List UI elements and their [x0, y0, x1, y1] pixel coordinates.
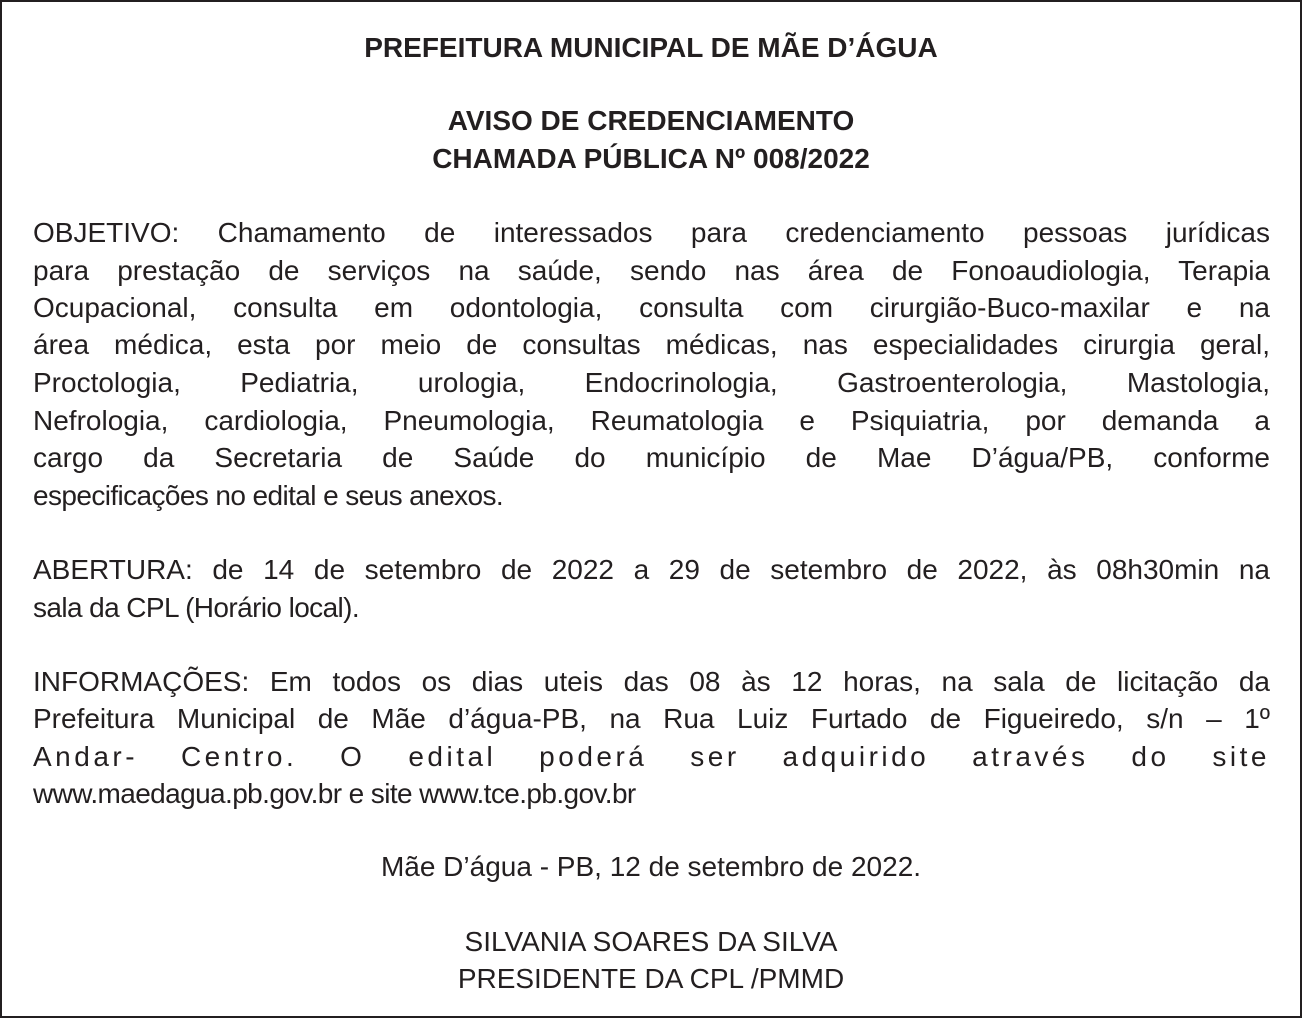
informacoes-line: Prefeitura Municipal de Mãe d’água-PB, na Rua Luiz Furtado de Figueiredo, s/n – 1º — [33, 703, 1270, 734]
municipality-title: PREFEITURA MUNICIPAL DE MÃE D’ÁGUA — [364, 32, 938, 63]
informacoes-line: INFORMAÇÕES: Em todos os dias uteis das 08 às 12 horas, na sala de licitação da — [33, 666, 1270, 697]
signatory-name: SILVANIA SOARES DA SILVA — [464, 926, 838, 957]
objetivo-line: cargo da Secretaria de Saúde do município de Mae D’água/PB, conforme — [33, 442, 1270, 473]
objetivo-line: OBJETIVO: Chamamento de interessados para credenciamento pessoas jurídicas — [33, 217, 1270, 248]
objetivo-line: para prestação de serviços na saúde, sendo nas área de Fonoaudiologia, Terapia — [33, 255, 1270, 286]
objetivo-line: área médica, esta por meio de consultas médicas, nas especialidades cirurgia geral, — [33, 329, 1270, 360]
objetivo-line: Proctologia, Pediatria, urologia, Endocrinologia, Gastroenterologia, Mastologia, — [33, 367, 1270, 398]
abertura-line: sala da CPL (Horário local). — [33, 592, 360, 623]
objetivo-line: Ocupacional, consulta em odontologia, consulta com cirurgião-Buco-maxilar e na — [33, 292, 1270, 323]
call-number-heading: CHAMADA PÚBLICA Nº 008/2022 — [432, 143, 870, 174]
abertura-line: ABERTURA: de 14 de setembro de 2022 a 29 de setembro de 2022, às 08h30min na — [33, 554, 1270, 585]
informacoes-line: Andar- Centro. O edital poderá ser adquirido através do site — [33, 741, 1270, 772]
informacoes-line: www.maedagua.pb.gov.br e site www.tce.pb.gov.br — [33, 778, 636, 809]
objetivo-line: especificações no edital e seus anexos. — [33, 480, 504, 511]
notice-type-heading: AVISO DE CREDENCIAMENTO — [447, 105, 855, 136]
objetivo-line: Nefrologia, cardiologia, Pneumologia, Reumatologia e Psiquiatria, por demanda a — [33, 405, 1270, 436]
place-date: Mãe D’água - PB, 12 de setembro de 2022. — [380, 851, 922, 882]
signatory-role: PRESIDENTE DA CPL /PMMD — [457, 963, 845, 994]
